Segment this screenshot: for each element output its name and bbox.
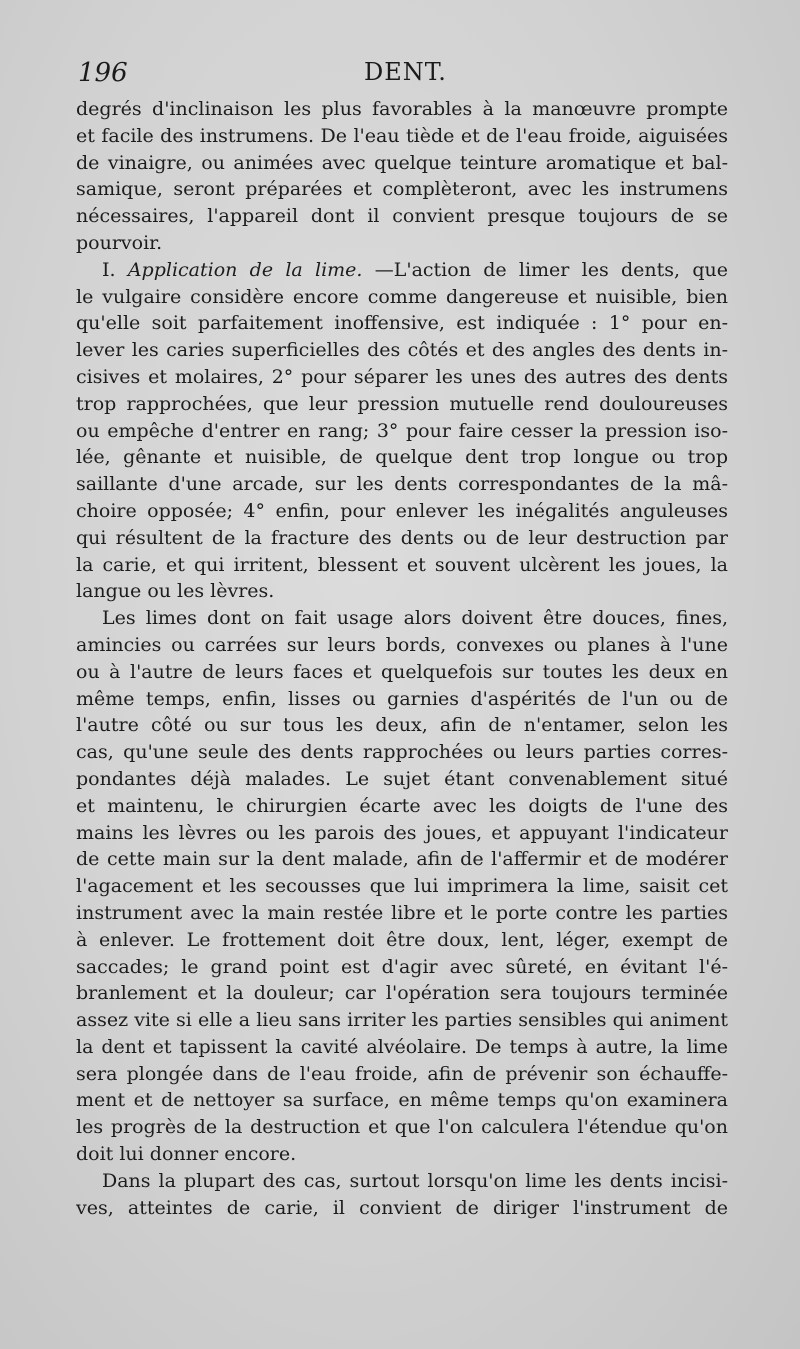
text-line [76, 150, 728, 177]
section-title: Application de la lime. [127, 258, 363, 281]
text-line [76, 873, 728, 900]
line-text: assez vite si elle a lieu sans irriter les parties sensibles qui animent [76, 1009, 728, 1032]
text-line [76, 471, 728, 498]
text-line [76, 1034, 728, 1061]
line-text: sera plongée dans de l'eau froide, afin de prévenir son échauffe- [76, 1062, 728, 1085]
text-line [76, 1061, 728, 1088]
line-text: saccades; le grand point est d'agir avec sûreté, en évitant l'é- [76, 955, 728, 978]
line-text: amincies ou carrées sur leurs bords, convexes ou planes à l'une [76, 633, 728, 656]
line-text: et facile des instrumens. De l'eau tiède et de l'eau froide, aiguisées [76, 124, 728, 147]
line-text: ou empêche d'entrer en rang; 3° pour faire cesser la pression iso- [76, 419, 728, 442]
text-line [76, 310, 728, 337]
line-text: ves, atteintes de carie, il convient de diriger l'instrument de [76, 1196, 728, 1219]
text-line [76, 1141, 728, 1168]
text-line [76, 712, 728, 739]
text-line [76, 766, 728, 793]
body-text [76, 96, 728, 1221]
text-line [76, 980, 728, 1007]
line-text: degrés d'inclinaison les plus favorables à la manœuvre prompte [76, 98, 728, 120]
text-line [76, 1007, 728, 1034]
text-line [76, 820, 728, 847]
text-line [76, 1087, 728, 1114]
line-text: à enlever. Le frottement doit être doux, lent, léger, exempt de [76, 928, 728, 951]
line-text: —L'action de limer les dents, que [362, 258, 728, 281]
line-text: mains les lèvres ou les parois des joues, et appuyant l'indicateur [76, 821, 728, 844]
line-text: Dans la plupart des cas, surtout lorsqu'on lime les dents incisi- [102, 1169, 728, 1192]
text-line [76, 686, 728, 713]
running-title: DENT. [364, 58, 447, 86]
text-line [76, 284, 728, 311]
line-text: la dent et tapissent la cavité alvéolaire. De temps à autre, la lime [76, 1035, 728, 1058]
page-header [78, 58, 730, 92]
text-line [76, 96, 728, 123]
text-line [76, 498, 728, 525]
line-text: doit lui donner encore. [76, 1143, 297, 1166]
text-line [76, 552, 728, 579]
text-line [76, 418, 728, 445]
line-text: l'agacement et les secousses que lui imprimera la lime, saisit cet [76, 875, 728, 898]
line-text: qui résultent de la fracture des dents ou de leur destruction par [76, 526, 728, 549]
text-line [76, 900, 728, 927]
line-text: et maintenu, le chirurgien écarte avec les doigts de l'une des [76, 794, 728, 817]
text-line [76, 337, 728, 364]
line-text: même temps, enfin, lisses ou garnies d'aspérités de l'un ou de [76, 687, 728, 710]
line-text: langue ou les lèvres. [76, 580, 275, 603]
line-text: ment et de nettoyer sa surface, en même temps qu'on examinera [76, 1089, 728, 1112]
line-text: de cette main sur la dent malade, afin de l'affermir et de modérer [76, 848, 728, 871]
text-line [76, 954, 728, 981]
line-text: instrument avec la main restée libre et le porte contre les parties [76, 901, 728, 924]
line-text: saillante d'une arcade, sur les dents correspondantes de la mâ- [76, 473, 728, 496]
text-line [76, 739, 728, 766]
line-text: qu'elle soit parfaitement inoffensive, est indiquée : 1° pour en- [76, 312, 728, 335]
line-text: branlement et la douleur; car l'opération sera toujours terminée [76, 982, 728, 1005]
line-text: cisives et molaires, 2° pour séparer les unes des autres des dents [76, 365, 728, 388]
text-line [76, 1168, 728, 1195]
text-line [76, 632, 728, 659]
line-text: lée, gênante et nuisible, de quelque dent trop longue ou trop [76, 446, 728, 469]
line-text: nécessaires, l'appareil dont il convient presque toujours de se [76, 205, 728, 228]
text-line [76, 659, 728, 686]
text-line [76, 257, 728, 284]
text-line [76, 927, 728, 954]
text-line [76, 391, 728, 418]
text-line [76, 203, 728, 230]
line-text: pourvoir. [76, 231, 163, 254]
text-line [76, 364, 728, 391]
line-text: Les limes dont on fait usage alors doivent être douces, fines, [102, 607, 728, 630]
text-line [76, 846, 728, 873]
line-text: samique, seront préparées et complèteront, avec les instrumens [76, 178, 728, 201]
text-line [76, 444, 728, 471]
line-text: l'autre côté ou sur tous les deux, afin de n'entamer, selon les [76, 714, 728, 737]
text-line [76, 793, 728, 820]
line-text: cas, qu'une seule des dents rapprochées ou leurs parties corres- [76, 741, 728, 764]
section-number: I. [102, 258, 128, 281]
line-text: trop rapprochées, que leur pression mutuelle rend douloureuses [76, 392, 728, 415]
line-text: lever les caries superficielles des côtés et des angles des dents in- [76, 339, 728, 362]
text-line [76, 605, 728, 632]
line-text: ou à l'autre de leurs faces et quelquefois sur toutes les deux en [76, 660, 728, 683]
text-line [76, 1114, 728, 1141]
page-number: 196 [78, 58, 128, 88]
line-text: pondantes déjà malades. Le sujet étant convenablement situé [76, 767, 728, 790]
line-text: la carie, et qui irritent, blessent et souvent ulcèrent les joues, la [76, 553, 728, 576]
text-line [76, 230, 728, 257]
line-text: choire opposée; 4° enfin, pour enlever les inégalités anguleuses [76, 499, 728, 522]
line-text: le vulgaire considère encore comme dangereuse et nuisible, bien [76, 285, 728, 308]
line-text: de vinaigre, ou animées avec quelque teinture aromatique et bal- [76, 151, 728, 174]
text-line [76, 525, 728, 552]
text-line [76, 123, 728, 150]
line-text: les progrès de la destruction et que l'on calculera l'étendue qu'on [76, 1116, 728, 1139]
text-line [76, 176, 728, 203]
text-line [76, 578, 728, 605]
text-line [76, 1195, 728, 1222]
